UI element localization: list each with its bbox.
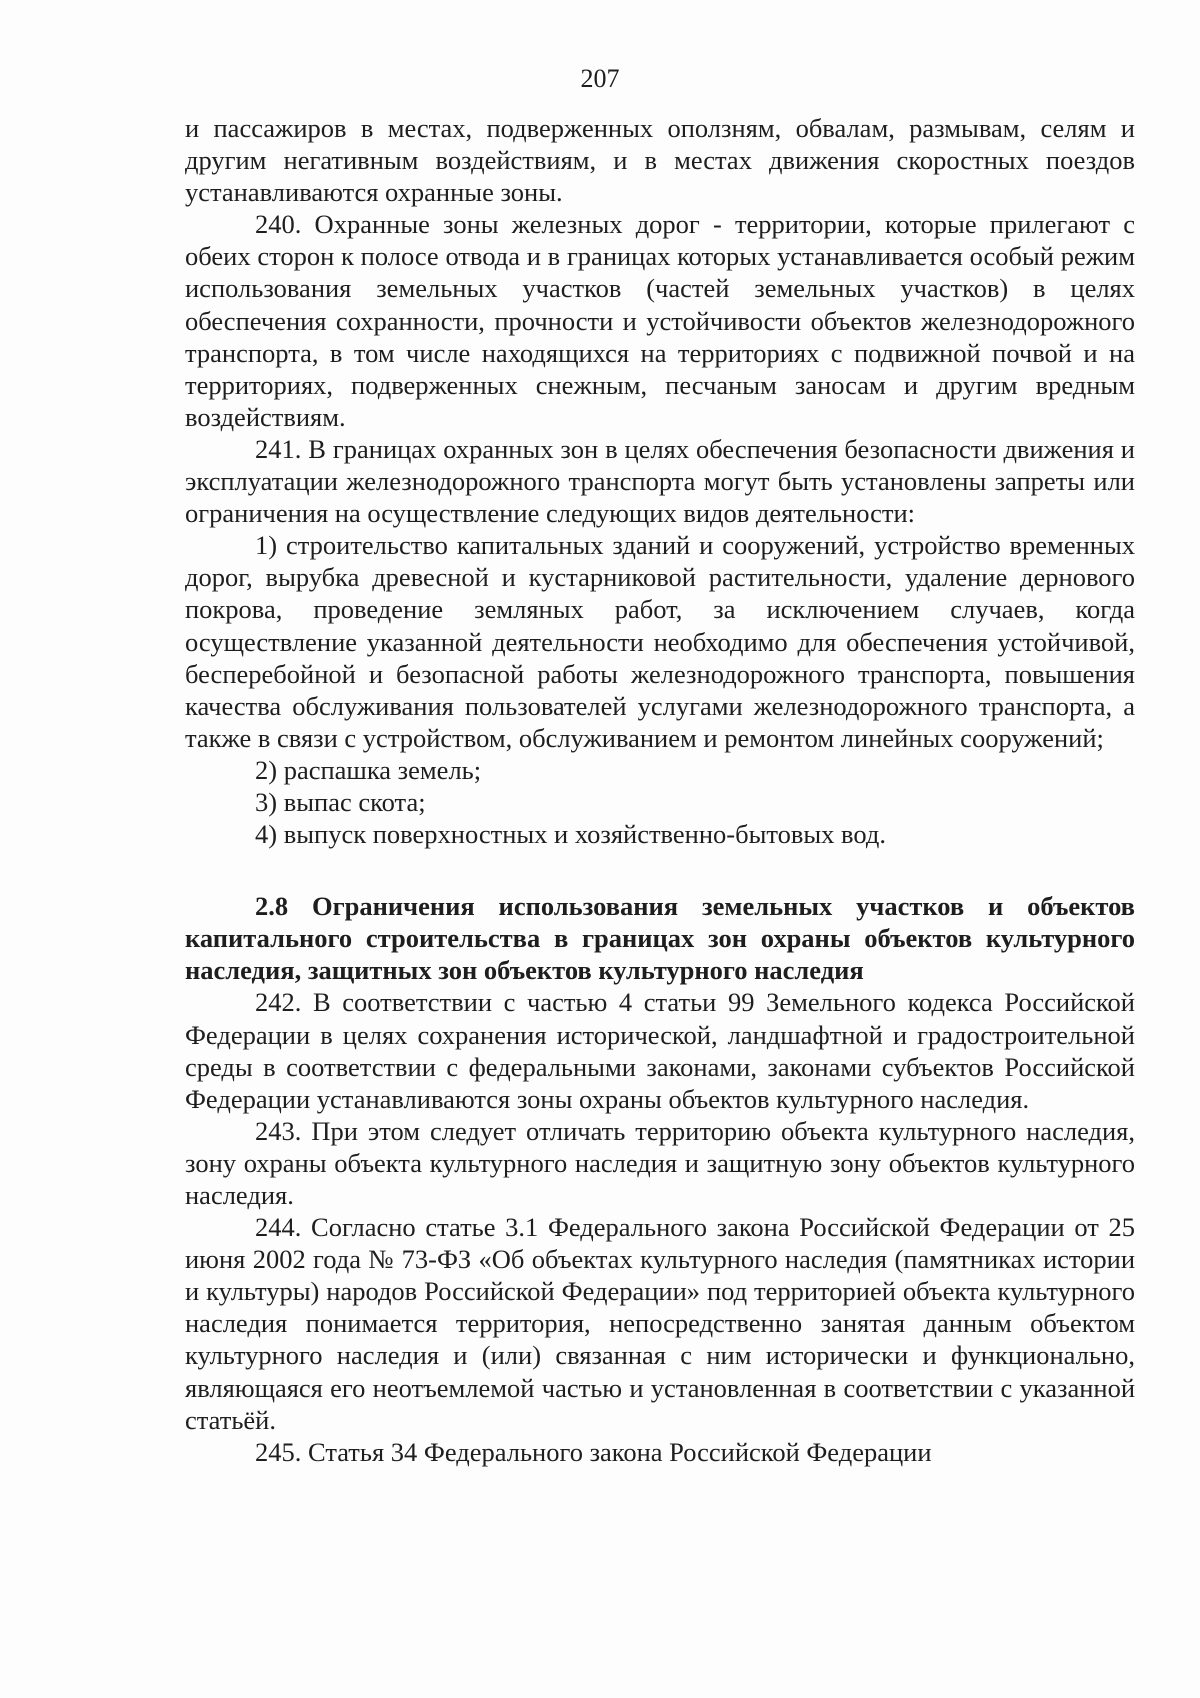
section-heading: 2.8 Ограничения использования земельных участков и объектов капитального строительства в границах зон охраны объектов культурного наследия, защитных зон объектов культурного наследия xyxy=(185,891,1135,986)
paragraph-240: 240. Охранные зоны железных дорог - территории, которые прилегают с обеих сторон к полосе отвода и в границах которых устанавливается особый режим использования земельных участков (частей земельных участков) в целях обеспечения сохранности, прочности и устойчивости объектов железнодорожного транспорта, в том числе находящихся на территориях с подвижной почвой и на территориях, подверженных снежным, песчаным заносам и другим вредным воздействиям. xyxy=(185,209,1135,432)
document-body xyxy=(185,112,1135,1468)
paragraph-244: 244. Согласно статье 3.1 Федерального закона Российской Федерации от 25 июня 2002 года № 73-ФЗ «Об объектах культурного наследия (памятниках истории и культуры) народов Российской Федерации» под территорией объекта культурного наследия понимается территория, непосредственно занятая данным объектом культурного наследия и (или) связанная с ним исторически и функционально, являющаяся его неотъемлемой частью и установленная в соответствии с указанной статьёй. xyxy=(185,1212,1135,1435)
paragraph-241: 241. В границах охранных зон в целях обеспечения безопасности движения и эксплуатации железнодорожного транспорта могут быть установлены запреты или ограничения на осуществление следующих видов деятельности: xyxy=(185,433,1135,529)
list-item-2: 2) распашка земель; xyxy=(255,754,482,785)
list-item-4: 4) выпуск поверхностных и хозяйственно-бытовых вод. xyxy=(255,819,886,850)
page-number: 207 xyxy=(580,64,620,93)
list-item-1: 1) строительство капитальных зданий и сооружений, устройство временных дорог, вырубка древесной и кустарниковой растительности, удаление дернового покрова, проведение земляных работ, за исключением случаев, когда осуществление указанной деятельности необходимо для обеспечения устойчивой, бесперебойной и безопасной работы железнодорожного транспорта, повышения качества обслуживания пользователей услугами железнодорожного транспорта, а также в связи с устройством, обслуживанием и ремонтом линейных сооружений; xyxy=(185,530,1135,753)
paragraph-continuation: и пассажиров в местах, подверженных оползням, обвалам, размывам, селям и другим негативным воздействиям, и в местах движения скоростных поездов устанавливаются охранные зоны. xyxy=(185,113,1135,208)
list-item-3: 3) выпас скота; xyxy=(255,786,426,817)
paragraph-242: 242. В соответствии с частью 4 статьи 99 Земельного кодекса Российской Федерации в целях сохранения исторической, ландшафтной и градостроительной среды в соответствии с федеральными законами, законами субъектов Российской Федерации устанавливаются зоны охраны объектов культурного наследия. xyxy=(185,987,1135,1114)
paragraph-245: 245. Статья 34 Федерального закона Российской Федерации xyxy=(255,1436,932,1467)
paragraph-243: 243. При этом следует отличать территорию объекта культурного наследия, зону охраны объекта культурного наследия и защитную зону объектов культурного наследия. xyxy=(185,1115,1135,1210)
section-spacer xyxy=(185,850,1135,890)
